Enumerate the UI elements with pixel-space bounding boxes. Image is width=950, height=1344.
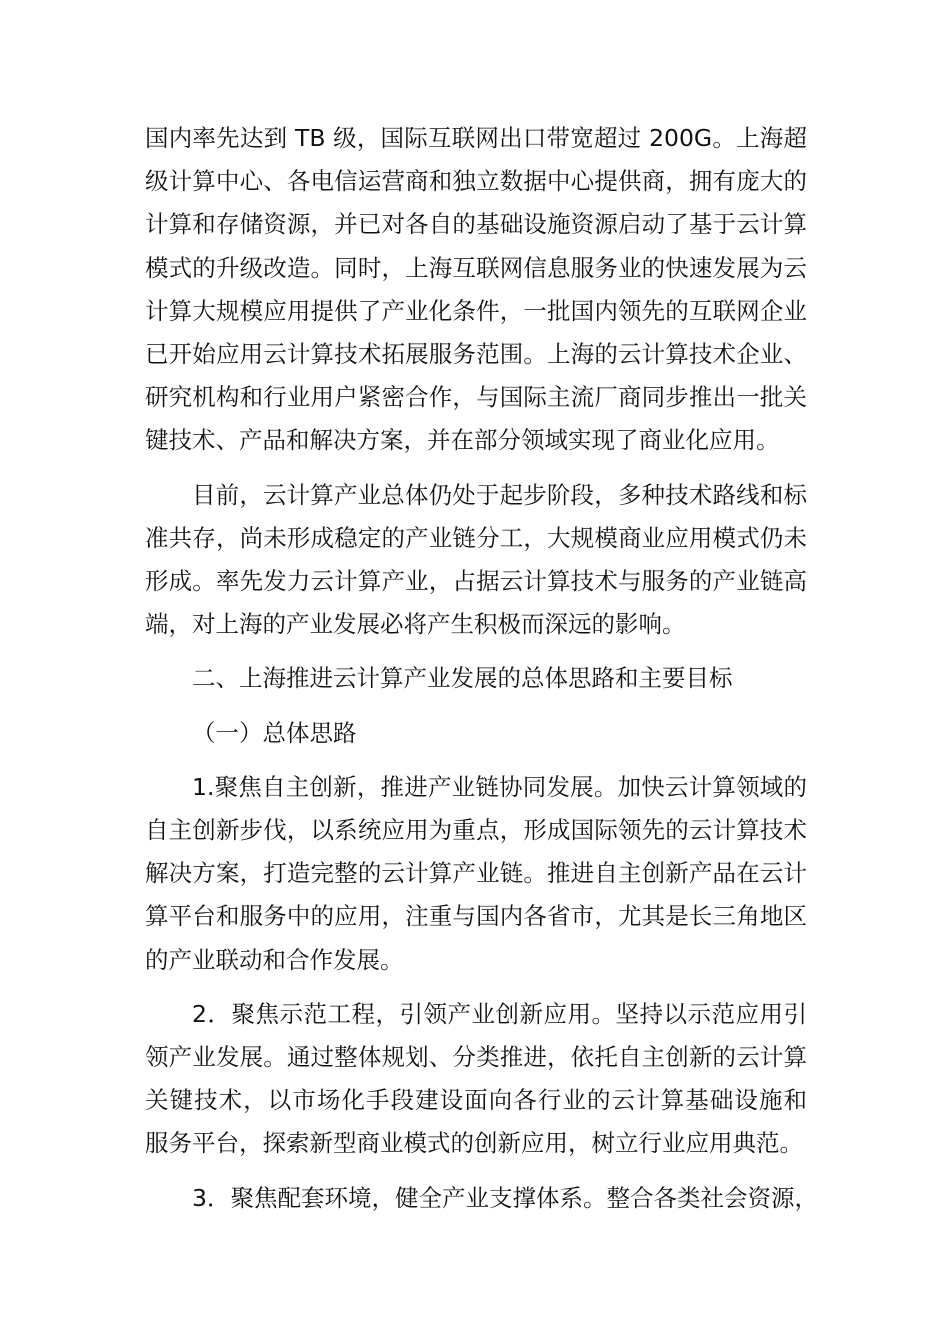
text-line: 服务平台，探索新型商业模式的创新应用，树立行业应用典范。 bbox=[145, 1129, 803, 1158]
text-line: 的产业联动和合作发展。 bbox=[145, 945, 404, 974]
text-line: 1.聚焦自主创新，推进产业链协同发展。加快云计算领域的 bbox=[192, 772, 807, 801]
text-line: 形成。率先发力云计算产业，占据云计算技术与服务的产业链高 bbox=[145, 567, 807, 596]
text-line: 目前，云计算产业总体仍处于起步阶段，多种技术路线和标 bbox=[192, 480, 807, 509]
paragraph-item-1 bbox=[145, 766, 807, 982]
text-line: 已开始应用云计算技术拓展服务范围。上海的云计算技术企业、 bbox=[145, 340, 807, 369]
text-line: 2．聚焦示范工程，引领产业创新应用。坚持以示范应用引 bbox=[192, 999, 807, 1028]
text-line: 国内率先达到 TB 级，国际互联网出口带宽超过 200G。上海超 bbox=[145, 124, 807, 152]
text-line: 研究机构和行业用户紧密合作，与国际主流厂商同步推出一批关 bbox=[145, 383, 807, 412]
text-line: 准共存，尚未形成稳定的产业链分工，大规模商业应用模式仍未 bbox=[145, 523, 807, 552]
heading-text: （一）总体思路 bbox=[192, 718, 357, 747]
text-line: 自主创新步伐，以系统应用为重点，形成国际领先的云计算技术 bbox=[145, 816, 807, 845]
text-line: 算平台和服务中的应用，注重与国内各省市，尤其是长三角地区 bbox=[145, 902, 807, 931]
text-line: 键技术、产品和解决方案，并在部分领域实现了商业化应用。 bbox=[145, 426, 780, 455]
paragraph-item-2 bbox=[145, 993, 807, 1166]
text-line: 解决方案，打造完整的云计算产业链。推进自主创新产品在云计 bbox=[145, 859, 807, 888]
text-line: 计算大规模应用提供了产业化条件，一批国内领先的互联网企业 bbox=[145, 296, 807, 325]
paragraph-1 bbox=[145, 117, 807, 463]
subsection-heading bbox=[145, 712, 807, 755]
text-line: 领产业发展。通过整体规划、分类推进，依托自主创新的云计算 bbox=[145, 1043, 807, 1072]
text-line: 模式的升级改造。同时，上海互联网信息服务业的快速发展为云 bbox=[145, 253, 807, 282]
paragraph-2 bbox=[145, 474, 807, 647]
section-heading bbox=[145, 657, 807, 700]
heading-text: 二、上海推进云计算产业发展的总体思路和主要目标 bbox=[192, 664, 733, 693]
paragraph-item-3 bbox=[145, 1177, 818, 1220]
text-line: 3．聚焦配套环境，健全产业支撑体系。整合各类社会资源， bbox=[192, 1183, 818, 1212]
document-body bbox=[145, 117, 818, 1220]
text-line: 计算和存储资源，并已对各自的基础设施资源启动了基于云计算 bbox=[145, 210, 807, 239]
text-line: 级计算中心、各电信运营商和独立数据中心提供商，拥有庞大的 bbox=[145, 167, 807, 196]
text-line: 端，对上海的产业发展必将产生积极而深远的影响。 bbox=[145, 610, 686, 639]
text-line: 关键技术，以市场化手段建设面向各行业的云计算基础设施和 bbox=[145, 1086, 807, 1115]
